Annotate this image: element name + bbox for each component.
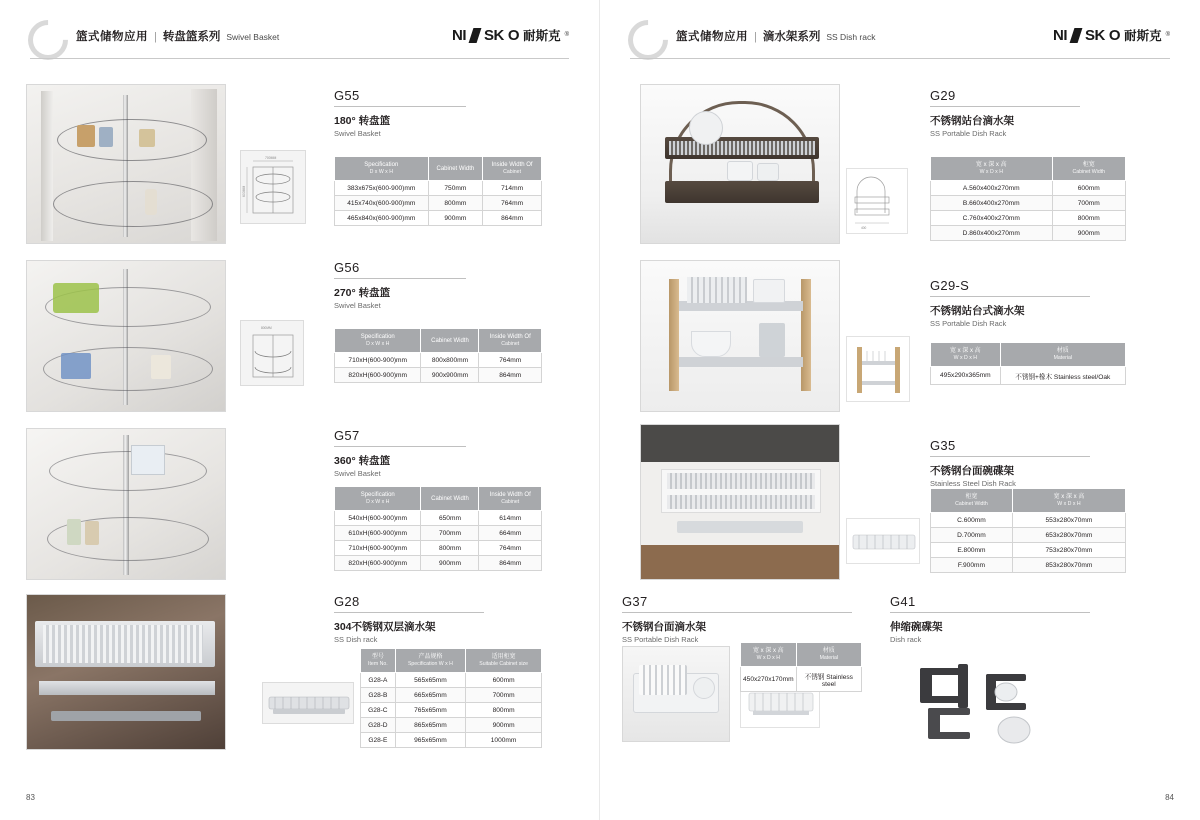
table-row <box>361 703 542 718</box>
product-name-cn: 伸缩碗碟架 <box>890 621 943 633</box>
table-cell: 714mm <box>483 181 542 196</box>
table-cell: 415x740x(600-900)mm <box>335 196 429 211</box>
product-g29 <box>640 84 1106 244</box>
spec-table-header-2: 适用柜宽 Suitable Cabinet size <box>466 649 542 673</box>
table-cell: 764mm <box>479 353 542 368</box>
header-series-cn: 转盘篮系列 <box>162 31 221 43</box>
product-name-en: SS Portable Dish Rack <box>930 129 1007 138</box>
table-cell: 900x900mm <box>421 368 479 383</box>
product-code: G41 <box>890 594 916 609</box>
spec-table-header-1: Cabinet Width <box>421 487 479 511</box>
brand-tm: ® <box>564 32 569 38</box>
table-cell: E.800mm <box>931 543 1013 558</box>
product-thumbnail <box>262 682 354 724</box>
page-number-right: 84 <box>1165 793 1174 802</box>
product-title-block <box>622 594 852 644</box>
svg-text:400: 400 <box>861 226 867 230</box>
brand-o: O <box>1108 26 1121 44</box>
brand-logo <box>452 26 569 44</box>
product-photo <box>622 646 730 742</box>
product-code: G35 <box>930 438 956 453</box>
table-row <box>335 541 542 556</box>
brand-sk: SK <box>1085 26 1105 44</box>
spec-table-header-1: 宽 x 深 x 高 W x D x H <box>1012 489 1125 513</box>
table-cell: 864mm <box>479 368 542 383</box>
product-code: G57 <box>334 428 360 443</box>
page-header-right <box>622 18 1178 64</box>
product-name-en: SS Dish rack <box>334 635 378 644</box>
table-cell: D.860x400x270mm <box>931 226 1053 241</box>
table-cell: 不锈钢 Stainless steel <box>796 667 861 692</box>
product-g57 <box>26 428 531 580</box>
table-cell: 765x65mm <box>395 703 466 718</box>
brand-sk: SK <box>484 26 504 44</box>
spec-table <box>334 156 542 226</box>
spec-table-header-2: Inside Width Of Cabinet <box>479 487 542 511</box>
table-cell: 1000mm <box>466 733 542 748</box>
dimension-drawing-icon <box>847 169 909 235</box>
spec-table <box>740 642 862 692</box>
table-cell: 864mm <box>479 556 542 571</box>
product-photo <box>26 594 226 750</box>
table-row <box>361 673 542 688</box>
product-name-cn: 不锈钢站台滴水架 <box>930 115 1014 127</box>
product-code: G29 <box>930 88 956 103</box>
product-name-cn: 不锈钢台面碗碟架 <box>930 465 1014 477</box>
product-name-en: Stainless Steel Dish Rack <box>930 479 1016 488</box>
table-cell: 864mm <box>483 211 542 226</box>
product-photo <box>640 424 840 580</box>
product-title-block <box>930 438 1090 488</box>
header-category: 篮式储物应用 <box>676 31 748 43</box>
spec-table <box>334 328 542 383</box>
table-cell: 700mm <box>466 688 542 703</box>
spec-table-wrapper <box>930 342 1126 385</box>
brand-ni: NI <box>1053 26 1068 44</box>
product-name-en: SS Portable Dish Rack <box>930 319 1007 328</box>
technical-drawing <box>240 150 306 224</box>
table-cell: 800mm <box>428 196 483 211</box>
dish-rack-icon <box>847 519 921 565</box>
product-title-block <box>334 88 466 138</box>
table-cell: G28-D <box>361 718 396 733</box>
spec-table-header-2: Inside Width Of Cabinet <box>483 157 542 181</box>
spec-table-header-0: Specification D x W x H <box>335 487 421 511</box>
table-cell: 600mm <box>466 673 542 688</box>
spec-table <box>334 486 542 571</box>
product-title-block <box>930 88 1080 138</box>
table-row <box>931 543 1126 558</box>
svg-text:800MM: 800MM <box>261 326 272 330</box>
product-name-en: Swivel Basket <box>334 129 381 138</box>
product-photo <box>640 260 840 412</box>
spec-table <box>930 342 1126 385</box>
table-cell: 450x270x170mm <box>741 667 797 692</box>
table-cell: 750mm <box>428 181 483 196</box>
product-thumbnail <box>846 518 920 564</box>
table-cell: 665x65mm <box>395 688 466 703</box>
dish-rack-icon <box>263 683 355 725</box>
technical-drawing <box>846 168 908 234</box>
svg-text:700MM: 700MM <box>265 156 277 160</box>
page-header-left <box>22 18 577 64</box>
table-row <box>335 556 542 571</box>
table-cell: 900mm <box>1052 226 1125 241</box>
product-name-en: Swivel Basket <box>334 469 381 478</box>
technical-drawing <box>240 320 304 386</box>
spec-table-header-2: Inside Width Of Cabinet <box>479 329 542 353</box>
header-series-en: Swivel Basket <box>226 32 280 42</box>
table-row <box>931 558 1126 573</box>
product-title-block <box>334 594 484 644</box>
product-g35 <box>640 424 1093 580</box>
product-name-cn: 270° 转盘篮 <box>334 287 391 299</box>
svg-text:600MM: 600MM <box>242 185 246 197</box>
spec-table-header-1: 材质 Material <box>796 643 861 667</box>
brand-slash-icon <box>1070 28 1083 43</box>
header-category: 篮式储物应用 <box>76 31 148 43</box>
table-cell: 800mm <box>466 703 542 718</box>
brand-o: O <box>507 26 520 44</box>
table-cell: G28-B <box>361 688 396 703</box>
table-cell: 800mm <box>1052 211 1125 226</box>
spec-table-header-1: 产品规格 Specification W x H <box>395 649 466 673</box>
spec-table-header-1: Cabinet Width <box>428 157 483 181</box>
table-cell: 900mm <box>428 211 483 226</box>
header-rule <box>30 58 569 59</box>
table-cell: 820xH(600-900)mm <box>335 368 421 383</box>
page-right <box>600 0 1200 820</box>
spec-table-wrapper <box>334 156 542 226</box>
table-cell: 853x280x70mm <box>1012 558 1125 573</box>
table-cell: C.760x400x270mm <box>931 211 1053 226</box>
product-photo <box>902 658 1092 754</box>
table-row <box>335 526 542 541</box>
table-row <box>335 211 542 226</box>
table-cell: G28-C <box>361 703 396 718</box>
spec-table <box>930 156 1126 241</box>
table-cell: 820xH(600-900)mm <box>335 556 421 571</box>
spec-table-header-0: 柜宽 Cabinet Width <box>931 489 1013 513</box>
product-code: G29-S <box>930 278 970 293</box>
table-cell: 383x675x(600-900)mm <box>335 181 429 196</box>
spec-table-header-0: 宽 x 深 x 高 W x D x H <box>741 643 797 667</box>
table-cell: 600mm <box>1052 181 1125 196</box>
table-cell: F.900mm <box>931 558 1013 573</box>
spec-table-header-0: Specification D x W x H <box>335 157 429 181</box>
product-name-cn: 180° 转盘篮 <box>334 115 391 127</box>
spec-table-wrapper <box>334 328 542 383</box>
table-row <box>335 368 542 383</box>
table-cell: 800x800mm <box>421 353 479 368</box>
product-name-cn: 不锈钢站台式滴水架 <box>930 305 1025 317</box>
product-name-en: Dish rack <box>890 635 922 644</box>
product-code: G55 <box>334 88 360 103</box>
expandable-dish-rack-icon <box>902 658 1092 754</box>
table-row <box>335 181 542 196</box>
product-g29s <box>640 260 1111 412</box>
spec-table-header-1: 柜宽 Cabinet Width <box>1052 157 1125 181</box>
table-cell: 865x65mm <box>395 718 466 733</box>
dish-rack-oak-icon <box>847 337 911 403</box>
product-name-cn: 360° 转盘篮 <box>334 455 391 467</box>
product-code: G56 <box>334 260 360 275</box>
header-divider: | <box>154 31 157 43</box>
table-cell: 540xH(600-900)mm <box>335 511 421 526</box>
table-cell: 800mm <box>421 541 479 556</box>
spec-table-header-0: 宽 x 深 x 高 W x D x H <box>931 343 1001 367</box>
table-cell: 610xH(600-900)mm <box>335 526 421 541</box>
table-cell: 900mm <box>466 718 542 733</box>
product-photo <box>640 84 840 244</box>
brand-ni: NI <box>452 26 467 44</box>
header-series-en: SS Dish rack <box>826 32 876 42</box>
spec-table-wrapper <box>360 648 542 748</box>
page-number-left: 83 <box>26 793 35 802</box>
brand-slash-icon <box>469 28 482 43</box>
table-cell: 700mm <box>1052 196 1125 211</box>
product-title-block <box>334 428 466 478</box>
header-divider: | <box>754 31 757 43</box>
spec-table-wrapper <box>334 486 542 571</box>
table-cell: C.600mm <box>931 513 1013 528</box>
table-row <box>931 367 1126 385</box>
table-cell: A.560x400x270mm <box>931 181 1053 196</box>
table-cell: 700mm <box>421 526 479 541</box>
product-photo <box>26 84 226 244</box>
table-cell: 710xH(600-900)mm <box>335 353 421 368</box>
table-cell: B.660x400x270mm <box>931 196 1053 211</box>
table-cell: 650mm <box>421 511 479 526</box>
product-title-block <box>334 260 466 310</box>
product-g28 <box>26 594 528 750</box>
table-cell: 753x280x70mm <box>1012 543 1125 558</box>
table-cell: 965x65mm <box>395 733 466 748</box>
table-cell: 653x280x70mm <box>1012 528 1125 543</box>
table-row <box>335 353 542 368</box>
spec-table-header-0: 宽 x 深 x 高 W x D x H <box>931 157 1053 181</box>
dimension-drawing-icon <box>241 151 307 225</box>
product-code: G37 <box>622 594 648 609</box>
table-row <box>931 528 1126 543</box>
product-g55 <box>26 84 533 244</box>
table-cell: 710xH(600-900)mm <box>335 541 421 556</box>
spec-table-header-0: 型号 Item No. <box>361 649 396 673</box>
spec-table <box>360 648 542 748</box>
table-cell: 900mm <box>421 556 479 571</box>
product-title-block <box>890 594 1090 644</box>
table-row <box>931 181 1126 196</box>
table-row <box>931 513 1126 528</box>
spec-table-header-0: Specification D x W x H <box>335 329 421 353</box>
product-name-en: Swivel Basket <box>334 301 381 310</box>
table-row <box>361 688 542 703</box>
table-row <box>931 226 1126 241</box>
brand-tm: ® <box>1165 32 1170 38</box>
product-photo <box>26 428 226 580</box>
product-name-en: SS Portable Dish Rack <box>622 635 699 644</box>
table-row <box>335 511 542 526</box>
table-cell: 565x65mm <box>395 673 466 688</box>
product-title-block <box>930 278 1090 328</box>
c-logo-icon <box>620 12 677 69</box>
product-code: G28 <box>334 594 360 609</box>
table-cell: D.700mm <box>931 528 1013 543</box>
table-cell: 614mm <box>479 511 542 526</box>
header-rule <box>630 58 1170 59</box>
product-photo <box>26 260 226 412</box>
spec-table-header-1: Cabinet Width <box>421 329 479 353</box>
brand-cn: 耐斯克 <box>1124 29 1162 43</box>
table-cell: 不锈钢+橡木 Stainless steel/Oak <box>1000 367 1125 385</box>
table-cell: 553x280x70mm <box>1012 513 1125 528</box>
dimension-drawing-icon <box>241 321 305 387</box>
product-thumbnail <box>846 336 910 402</box>
table-cell: G28-E <box>361 733 396 748</box>
table-row <box>741 667 862 692</box>
table-cell: G28-A <box>361 673 396 688</box>
brand-logo <box>1053 26 1170 44</box>
table-cell: 664mm <box>479 526 542 541</box>
table-cell: 495x290x365mm <box>931 367 1001 385</box>
table-row <box>335 196 542 211</box>
product-g56 <box>26 260 531 412</box>
table-row <box>361 718 542 733</box>
spec-table-wrapper <box>740 642 862 692</box>
spec-table <box>930 488 1126 573</box>
table-row <box>361 733 542 748</box>
product-name-cn: 304不锈钢双层滴水架 <box>334 621 436 633</box>
table-row <box>931 211 1126 226</box>
spec-table-wrapper <box>930 156 1126 241</box>
spec-table-wrapper <box>930 488 1126 573</box>
table-cell: 764mm <box>483 196 542 211</box>
header-series-cn: 滴水架系列 <box>762 31 821 43</box>
brand-cn: 耐斯克 <box>523 29 561 43</box>
product-name-cn: 不锈钢台面滴水架 <box>622 621 706 633</box>
table-row <box>931 196 1126 211</box>
table-cell: 764mm <box>479 541 542 556</box>
spec-table-header-1: 材质 Material <box>1000 343 1125 367</box>
c-logo-icon <box>20 12 77 69</box>
table-cell: 465x840x(600-900)mm <box>335 211 429 226</box>
